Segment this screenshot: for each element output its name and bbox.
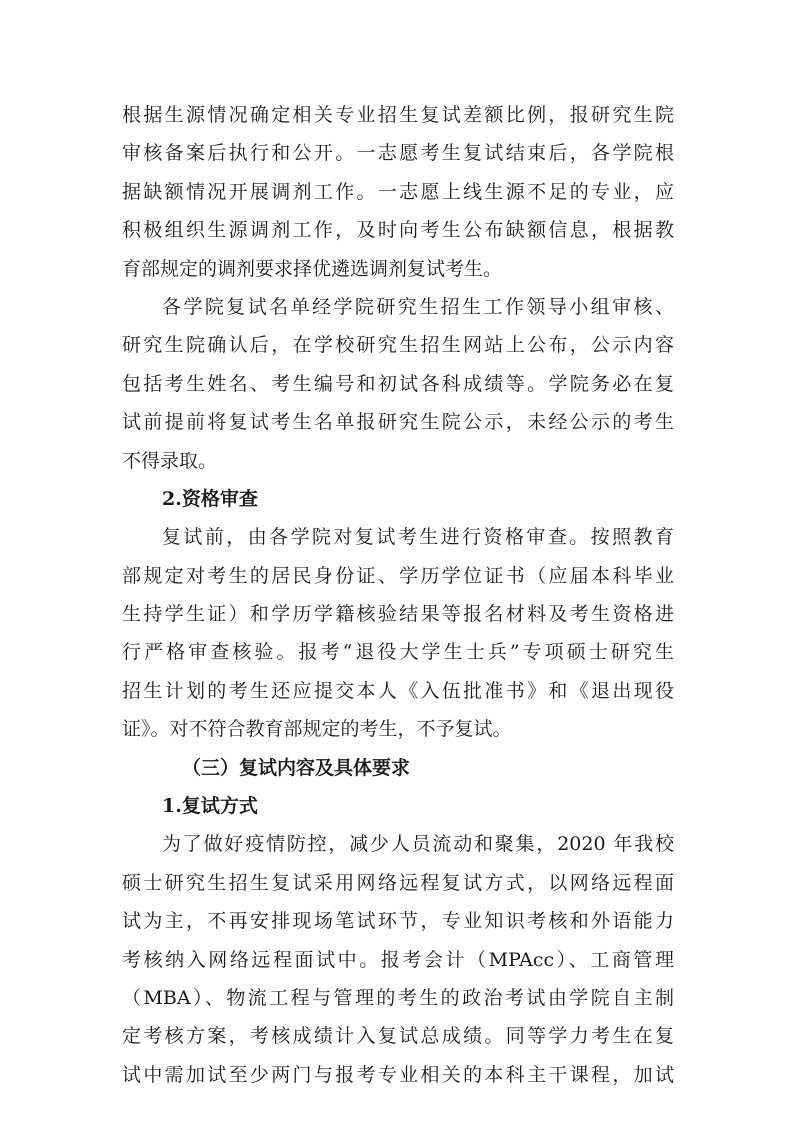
text-line: 试为主，不再安排现场笔试环节，专业知识考核和外语能力 bbox=[122, 910, 674, 933]
text-line: 据缺额情况开展调剂工作。一志愿上线生源不足的专业，应 bbox=[122, 180, 674, 203]
text-line: 根据生源情况确定相关专业招生复试差额比例，报研究生院 bbox=[122, 104, 674, 126]
text-line: 育部规定的调剂要求择优遴选调剂复试考生。 bbox=[122, 257, 503, 280]
text-line: 包括考生姓名、考生编号和初试各科成绩等。学院务必在复 bbox=[122, 372, 674, 395]
text-line: 试中需加试至少两门与报考专业相关的本科主干课程，加试 bbox=[122, 1063, 674, 1086]
document-page bbox=[122, 96, 674, 1094]
text-line: 不得录取。 bbox=[122, 449, 218, 472]
text-line: 硕士研究生招生复试采用网络远程复试方式，以网络远程面 bbox=[122, 871, 674, 894]
text-line: 行严格审查核验。报考“退役大学生士兵”专项硕士研究生 bbox=[122, 641, 674, 664]
text-line: 为了做好疫情防控，减少人员流动和聚集，2020 年我校 bbox=[162, 833, 674, 856]
text-line: 研究生院确认后，在学校研究生招生网站上公布，公示内容 bbox=[122, 334, 674, 357]
text-line: 审核备案后执行和公开。一志愿考生复试结束后，各学院根 bbox=[122, 142, 674, 165]
section-heading: 1.复试方式 bbox=[162, 795, 258, 818]
text-line: 生持学生证）和学历学籍核验结果等报名材料及考生资格进 bbox=[122, 603, 674, 626]
text-line: 试前提前将复试考生名单报研究生院公示，未经公示的考生 bbox=[122, 411, 674, 434]
section-heading: （三）复试内容及具体要求 bbox=[182, 756, 411, 779]
text-line: （MBA）、物流工程与管理的考生的政治考试由学院自主制 bbox=[122, 986, 674, 1009]
text-line: 招生计划的考生还应提交本人《入伍批准书》和《退出现役 bbox=[122, 679, 674, 702]
text-line: 各学院复试名单经学院研究生招生工作领导小组审核、 bbox=[162, 295, 674, 318]
text-line: 考核纳入网络远程面试中。报考会计（MPAcc）、工商管理 bbox=[122, 948, 674, 971]
section-heading: 2.资格审查 bbox=[162, 487, 258, 510]
text-line: 定考核方案，考核成绩计入复试总成绩。同等学力考生在复 bbox=[122, 1025, 674, 1048]
text-line: 部规定对考生的居民身份证、学历学位证书（应届本科毕业 bbox=[122, 564, 674, 587]
text-line: 积极组织生源调剂工作，及时向考生公布缺额信息，根据教 bbox=[122, 219, 674, 242]
text-line: 复试前，由各学院对复试考生进行资格审查。按照教育 bbox=[162, 526, 674, 549]
text-line: 证》。对不符合教育部规定的考生，不予复试。 bbox=[122, 718, 512, 741]
